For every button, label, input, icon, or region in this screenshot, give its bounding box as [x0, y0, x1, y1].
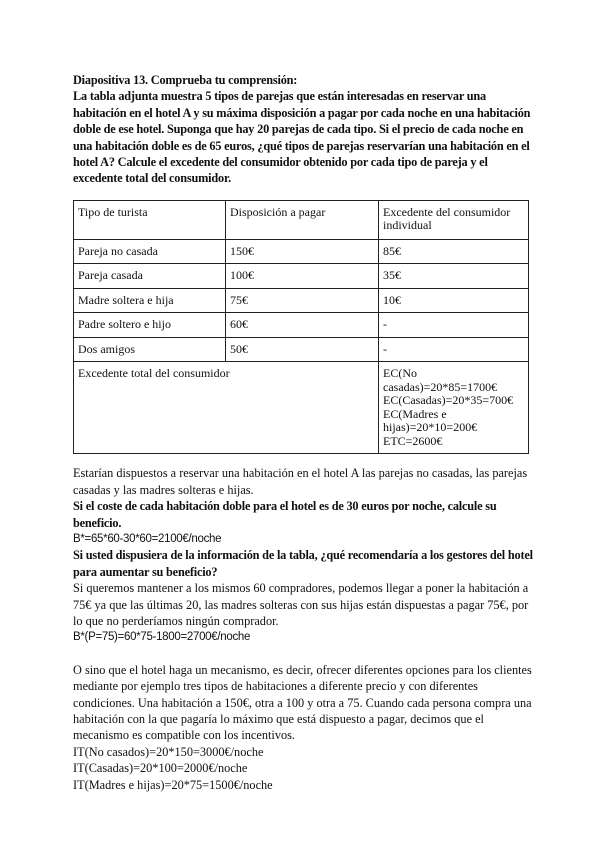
header-cell: Disposición a pagar	[226, 200, 379, 239]
total-line: EC(Madres e hijas)=20*10=200€	[383, 406, 478, 435]
table-header-row	[74, 200, 529, 239]
total-line: EC(Casadas)=20*35=700€	[383, 393, 514, 408]
answer-3: Si queremos mantener a los mismos 60 compradores, podemos llegar a poner la habitación a 75€ ya que las últimas 20, las madres solteras con sus hijas están dispuestas a pagar 75€, por lo que no perderíamos ningún comprador.	[73, 581, 529, 628]
total-line: EC(No casadas)=20*85=1700€	[383, 366, 498, 394]
question-2: Si el coste de cada habitación doble para el hotel es de 30 euros por noche, calcule su beneficio.	[73, 499, 497, 530]
slide-title: Diapositiva 13. Comprueba tu comprensión:	[73, 73, 298, 87]
answer-3-formula: B*(P=75)=60*75-1800=2700€/noche	[73, 631, 251, 644]
document-page	[73, 72, 533, 793]
table-row	[74, 288, 529, 313]
question-1: La tabla adjunta muestra 5 tipos de parejas que están interesadas en reservar una habitación en el hotel A y su máxima disposición a pagar por cada noche en una habitación doble de ese hotel. Suponga que hay 20 parejas de cada tipo. Si el precio de cada noche en una habitación doble es de 65 euros, ¿qué tipos de parejas reservarían una habitación en el hotel A? Calcule el excedente del consumidor obtenido por cada tipo de pareja y el excedente total del consumidor.	[73, 89, 531, 186]
header-cell: Tipo de turista	[74, 200, 226, 239]
question-3: Si usted dispusiera de la información de la tabla, ¿qué recomendaría a los gestores del hotel para aumentar su beneficio?	[73, 548, 533, 579]
answer-4: O sino que el hotel haga un mecanismo, es decir, ofrecer diferentes opciones para los clientes mediante por ejemplo tres tipos de habitaciones a diferente precio y con diferentes condiciones. Una habitación a 150€, otra a 100 y otra a 75. Cuando cada persona compra una habitación con la que pagaría lo máximo que está dispuesto a pagar, decimos que el mecanismo es compatible con los incentivos.	[73, 662, 532, 743]
surplus-table	[73, 200, 529, 455]
table-cell: Padre soltero e hijo	[74, 313, 226, 338]
table-row	[74, 239, 529, 264]
table-cell: Madre soltera e hija	[74, 288, 226, 313]
total-line: ETC=2600€	[383, 433, 443, 448]
answer-2: B*=65*60-30*60=2100€/noche	[73, 532, 222, 545]
table-cell: 60€	[226, 313, 379, 338]
table-cell: -	[379, 337, 529, 362]
table-total-row	[74, 362, 529, 454]
table-row	[74, 264, 529, 289]
it-line: IT(Madres e hijas)=20*75=1500€/noche	[73, 777, 273, 792]
header-cell: Excedente del consumidor individual	[379, 200, 529, 239]
table-row	[74, 337, 529, 362]
it-line: IT(No casados)=20*150=3000€/noche	[73, 744, 264, 759]
table-cell: 85€	[379, 239, 529, 264]
table-cell: Pareja no casada	[74, 239, 226, 264]
table-cell: Pareja casada	[74, 264, 226, 289]
total-label: Excedente total del consumidor	[74, 362, 379, 454]
table-cell: 150€	[226, 239, 379, 264]
table-cell: 75€	[226, 288, 379, 313]
table-row	[74, 313, 529, 338]
table-cell: 35€	[379, 264, 529, 289]
it-line: IT(Casadas)=20*100=2000€/noche	[73, 761, 248, 776]
answer-1: Estarían dispuestos a reservar una habitación en el hotel A las parejas no casadas, las parejas casadas y las madres solteras e hijas.	[73, 466, 528, 497]
table-cell: 10€	[379, 288, 529, 313]
table-cell: Dos amigos	[74, 337, 226, 362]
table-cell: 50€	[226, 337, 379, 362]
total-cell	[379, 362, 529, 454]
table-cell: -	[379, 313, 529, 338]
table-cell: 100€	[226, 264, 379, 289]
